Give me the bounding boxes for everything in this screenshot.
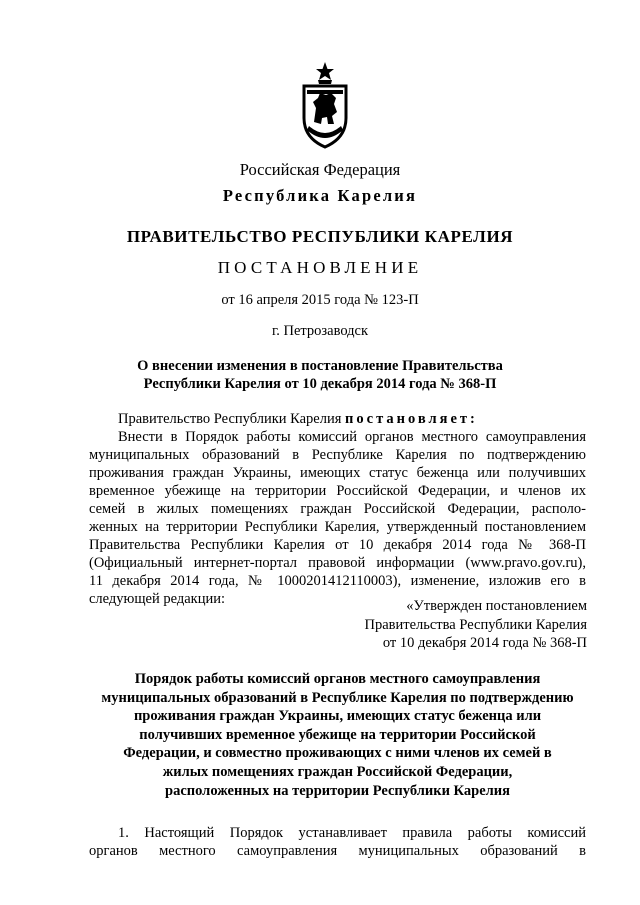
body-line: временное убежище на территории Российской Федерации, и членов их — [89, 483, 586, 499]
document-type: ПОСТАНОВЛЕНИЕ — [217, 258, 423, 277]
order-title-line: Федерации, и совместно проживающих с ними членов их семей в — [123, 745, 552, 762]
body-line: муниципальных образований в Республике Карелия по подтверждению — [89, 447, 586, 463]
body-line: Внести в Порядок работы комиссий органов местного самоуправления — [118, 429, 586, 445]
resolution-statement — [89, 410, 586, 428]
order-title-line: Порядок работы комиссий органов местного самоуправления — [134, 671, 541, 687]
republic-label: Республика Карелия — [222, 186, 418, 205]
resolution-paragraph — [89, 410, 586, 608]
body-line: Правительства Республики Карелия от 10 декабря 2014 года № 368-П — [89, 537, 586, 553]
order-title-line: жилых помещениях граждан Российской Федерации, — [162, 763, 513, 780]
order-title-line: проживания граждан Украины, имеющих статус беженца или — [133, 708, 542, 725]
date-number: от 16 апреля 2015 года № 123-П — [221, 292, 419, 308]
approval-stamp — [364, 597, 587, 653]
body-line: (Официальный интернет-портал правовой информации (www.pravo.gov.ru), — [89, 555, 586, 571]
clause-line: 1. Настоящий Порядок устанавливает правила работы комиссий — [118, 825, 586, 841]
resolution-prefix: Правительство Республики Карелия — [118, 411, 346, 427]
approval-line: Правительства Республики Карелия — [364, 616, 587, 633]
approval-line: от 10 декабря 2014 года № 368-П — [382, 635, 587, 651]
body-line: женных на территории Республики Карелия, утвержденный постановлением — [89, 519, 586, 535]
clause-line: органов местного самоуправления муниципальных образований в — [89, 843, 586, 859]
clause-1 — [89, 824, 586, 860]
body-line: проживания граждан Украины, имеющих статус беженца или получивших — [89, 465, 586, 481]
resolution-title-line: О внесении изменения в постановление Правительства — [137, 358, 503, 374]
resolution-title-line: Республики Карелия от 10 декабря 2014 года № 368-П — [143, 376, 497, 392]
resolution-title — [90, 357, 550, 393]
order-title-line: расположенных на территории Республики Карелия — [165, 782, 510, 799]
order-title-line: муниципальных образований в Республике Карелия по подтверждению — [101, 689, 574, 706]
federation-label: Российская Федерация — [239, 160, 401, 179]
order-title-line: получивших временное убежище на территории Российской — [139, 726, 536, 743]
approval-line: «Утвержден постановлением — [406, 598, 587, 614]
body-line: 11 декабря 2014 года, № 1000201412110003), изменение, изложив его в — [89, 573, 586, 589]
city: г. Петрозаводск — [271, 323, 369, 339]
body-line: семей в жилых помещениях граждан Российской Федерации, располо- — [89, 501, 586, 517]
karelia-coat-of-arms-emblem — [298, 60, 352, 150]
resolution-verb: постановляет: — [345, 411, 478, 427]
body-line: следующей редакции: — [89, 591, 226, 607]
order-title — [89, 670, 586, 800]
government-heading: ПРАВИТЕЛЬСТВО РЕСПУБЛИКИ КАРЕЛИЯ — [126, 227, 514, 246]
